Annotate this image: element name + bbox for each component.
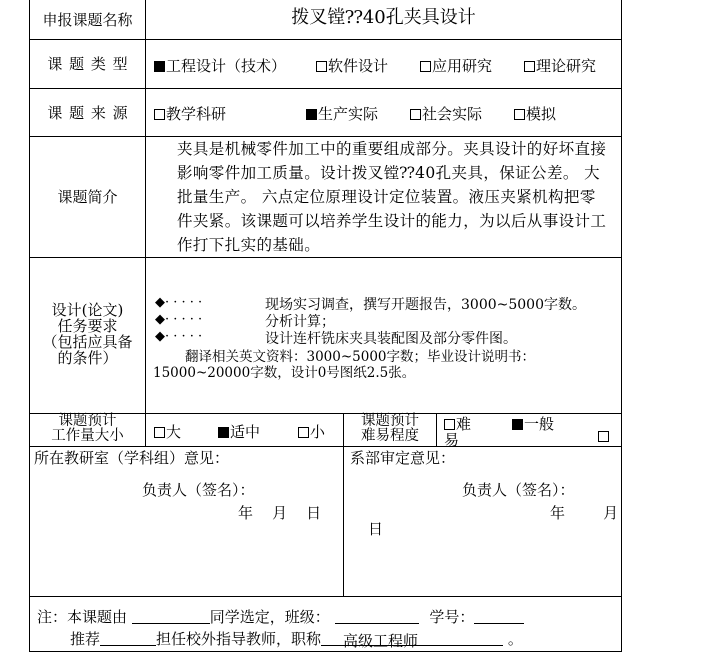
class-field[interactable]: [335, 608, 419, 624]
dept-opinion-date-day: 日: [368, 520, 384, 538]
diamond-bullet-icon: ◆· · · · ·: [155, 312, 203, 327]
note-mentor: 担任校外指导教师，职称: [156, 630, 322, 648]
checkbox-checked-icon: [154, 61, 165, 72]
workload-label: [30, 414, 145, 444]
option-label: 软件设计: [328, 57, 389, 75]
checkbox-checked-icon: [218, 427, 229, 438]
option-label: 生产实际: [318, 105, 379, 123]
checkbox-icon: [524, 61, 535, 72]
requirement-item: [155, 294, 202, 310]
requirement-item: [155, 328, 202, 344]
checkbox-icon: [420, 61, 431, 72]
option-label: 小: [310, 423, 326, 441]
row-line-7: [29, 596, 622, 597]
difficulty-label: [344, 414, 436, 444]
note-student-no: 学号：: [429, 608, 475, 626]
office-opinion-date: 年 月 日: [238, 504, 322, 522]
checkbox-icon: [298, 427, 309, 438]
difficulty-option-normal[interactable]: [512, 413, 554, 434]
requirement-item: [155, 311, 202, 327]
table-border-right: [621, 0, 622, 652]
topic-name-label: 申报课题名称: [42, 10, 133, 29]
option-production-practice[interactable]: [306, 103, 378, 124]
label-column-divider: [145, 0, 146, 446]
note-selected-by: 同学选定，班级：: [209, 608, 330, 626]
topic-name-value: 拨叉镗⁇40孔夹具设计: [291, 6, 476, 28]
requirement-text: 分析计算；: [265, 314, 335, 330]
option-applied-research[interactable]: [420, 55, 492, 76]
topic-type-label: 课 题 类 型: [47, 55, 128, 73]
note-line-1: [37, 606, 524, 627]
title-value: 高级工程师: [343, 632, 419, 650]
option-label: 应用研究: [432, 57, 493, 75]
note-end: 。: [507, 630, 523, 648]
intro-line: 件夹紧。该课题可以培养学生设计的能力，为以后从事设计工: [177, 212, 607, 230]
option-label: 社会实际: [422, 105, 483, 123]
note-recommend: 推荐: [70, 630, 101, 648]
office-opinion-title: 所在教研室（学科组）意见：: [34, 449, 230, 467]
dept-opinion-title: 系部审定意见：: [350, 449, 456, 467]
option-label: 工程设计（技术）: [166, 57, 287, 75]
office-opinion-signer: 负责人（签名）：: [142, 481, 255, 499]
checkbox-icon: [316, 61, 327, 72]
checkbox-checked-icon: [512, 419, 523, 430]
intro-text: [177, 137, 617, 257]
checkbox-icon: [154, 427, 165, 438]
intro-line: 作打下扎实的基础。: [177, 236, 321, 254]
checkbox-checked-icon: [306, 109, 317, 120]
option-label: 大: [166, 423, 182, 441]
option-engineering-design[interactable]: [154, 55, 286, 76]
option-label: 理论研究: [536, 57, 597, 75]
requirement-paragraph-line: 15000~20000字数，设计0号图纸2.5张。: [153, 365, 416, 381]
requirements-label-line: （包括应具备: [42, 333, 133, 351]
difficulty-label-line: 难易程度: [361, 428, 419, 444]
checkbox-icon: [154, 109, 165, 120]
note-line-2: [70, 628, 523, 649]
requirements-label-line: 的条件）: [57, 349, 118, 367]
topic-source-label: 课 题 来 源: [47, 103, 128, 122]
checkbox-icon: [410, 109, 421, 120]
requirement-paragraph-line: 翻译相关英文资料：3000~5000字数；毕业设计说明书：: [185, 349, 536, 365]
option-theory-research[interactable]: [524, 55, 596, 76]
student-name-field[interactable]: [132, 608, 210, 624]
intro-line: 影响零件加工质量。设计拨叉镗⁇40孔夹具，保证公差。 大: [177, 164, 600, 182]
student-no-field[interactable]: [474, 608, 524, 624]
title-field[interactable]: [321, 630, 503, 650]
row-line-bottom: [29, 651, 622, 652]
requirement-text: 设计连杆铣床夹具装配图及部分零件图。: [265, 331, 517, 347]
workload-option-large[interactable]: [154, 421, 181, 442]
dept-opinion-signer: 负责人（签名）：: [462, 481, 575, 499]
option-teaching-research[interactable]: [154, 103, 226, 124]
diamond-bullet-icon: ◆· · · · ·: [155, 329, 203, 344]
note-prefix: 注：本课题由: [37, 608, 128, 626]
workload-option-moderate[interactable]: [218, 421, 260, 442]
recommender-field[interactable]: [100, 630, 156, 646]
option-label: 易: [444, 431, 460, 449]
option-label: 教学科研: [166, 105, 227, 123]
dept-opinion-date: 年 月: [550, 504, 619, 522]
option-simulation[interactable]: [514, 103, 556, 124]
requirements-label: [30, 302, 145, 366]
requirements-label-line: 设计(论文): [51, 301, 124, 319]
difficulty-label-line: 课题预计: [361, 413, 419, 429]
option-software-design[interactable]: [316, 55, 388, 76]
workload-option-small[interactable]: [298, 421, 325, 442]
intro-label: 课题简介: [57, 188, 118, 206]
workload-label-line: 课题预计: [58, 413, 117, 429]
requirements-label-line: 任务要求: [57, 317, 118, 335]
option-label: 模拟: [526, 105, 557, 123]
requirement-text: 现场实习调查，撰写开题报告，3000~5000字数。: [265, 297, 586, 313]
intro-line: 批量生产。 六点定位原理设计定位装置。液压夹紧机构把零: [177, 188, 596, 206]
option-label: 适中: [230, 423, 261, 441]
difficulty-label-divider: [436, 414, 437, 446]
option-label: 一般: [524, 415, 555, 433]
checkbox-icon: [514, 109, 525, 120]
workload-label-line: 工作量大小: [51, 428, 124, 444]
row-line-4: [29, 257, 622, 258]
diamond-bullet-icon: ◆· · · · ·: [155, 295, 203, 310]
option-label: 难: [456, 415, 472, 433]
checkbox-icon: [598, 431, 609, 442]
option-social-practice[interactable]: [410, 103, 482, 124]
intro-line: 夹具是机械零件加工中的重要组成部分。夹具设计的好坏直接: [177, 140, 607, 158]
